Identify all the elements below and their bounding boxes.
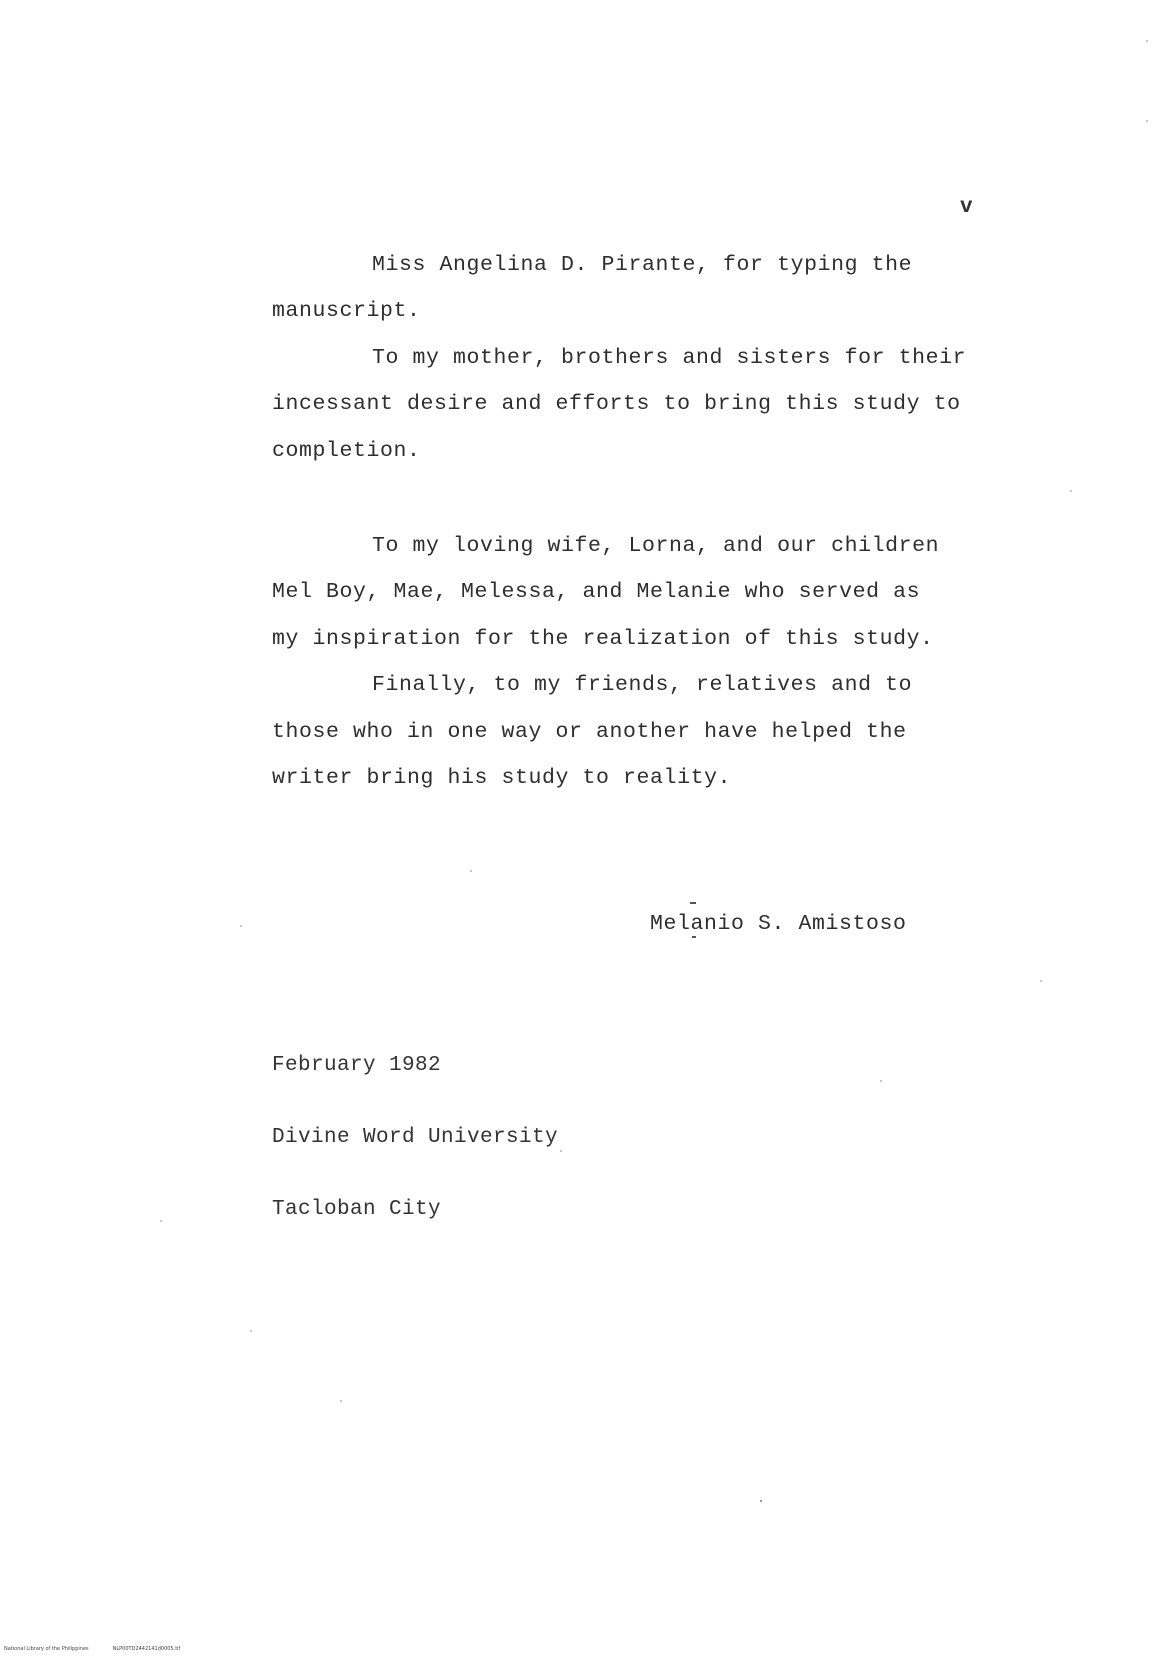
closing-block	[272, 1006, 558, 1270]
scan-speck	[240, 925, 242, 927]
diacritic-mark	[692, 936, 696, 938]
closing-date: February 1982	[272, 1054, 442, 1077]
signature-name: Melanio S. Amistoso	[650, 912, 907, 936]
scan-speck	[1040, 980, 1042, 982]
closing-institution: Divine Word University	[272, 1126, 559, 1149]
scan-speck	[1146, 120, 1148, 122]
scan-speck	[340, 1400, 342, 1402]
scan-speck	[1070, 490, 1072, 492]
body-line-2: manuscript.	[272, 299, 421, 323]
diacritic-mark	[690, 902, 696, 904]
closing-city: Tacloban City	[272, 1198, 442, 1221]
scan-speck	[880, 1080, 882, 1082]
scan-speck	[160, 1220, 162, 1222]
body-line-3: To my mother, brothers and sisters for their	[372, 346, 967, 370]
body-line-5: completion.	[272, 439, 421, 463]
scan-speck	[760, 1500, 762, 1502]
body-line-11: writer bring his study to reality.	[272, 766, 732, 790]
scan-speck	[1146, 40, 1148, 42]
body-line-4: incessant desire and efforts to bring this study to	[272, 392, 961, 416]
body-line-1: Miss Angelina D. Pirante, for typing the	[372, 253, 913, 277]
body-line-7: Mel Boy, Mae, Melessa, and Melanie who served as	[272, 580, 921, 604]
scan-footer	[4, 1646, 204, 1652]
scan-speck	[250, 1330, 252, 1332]
body-line-9: Finally, to my friends, relatives and to	[372, 673, 913, 697]
body-line-6: To my loving wife, Lorna, and our children	[372, 534, 940, 558]
scan-speck	[470, 870, 472, 872]
page-number: v	[960, 196, 973, 219]
footer-library: National Library of the Philippines	[4, 1646, 89, 1652]
footer-file: NLP00TD2442141d0005.tif	[112, 1646, 181, 1652]
scan-speck	[560, 1150, 562, 1152]
body-line-10: those who in one way or another have helped the	[272, 720, 907, 744]
body-line-8: my inspiration for the realization of this study.	[272, 627, 934, 651]
